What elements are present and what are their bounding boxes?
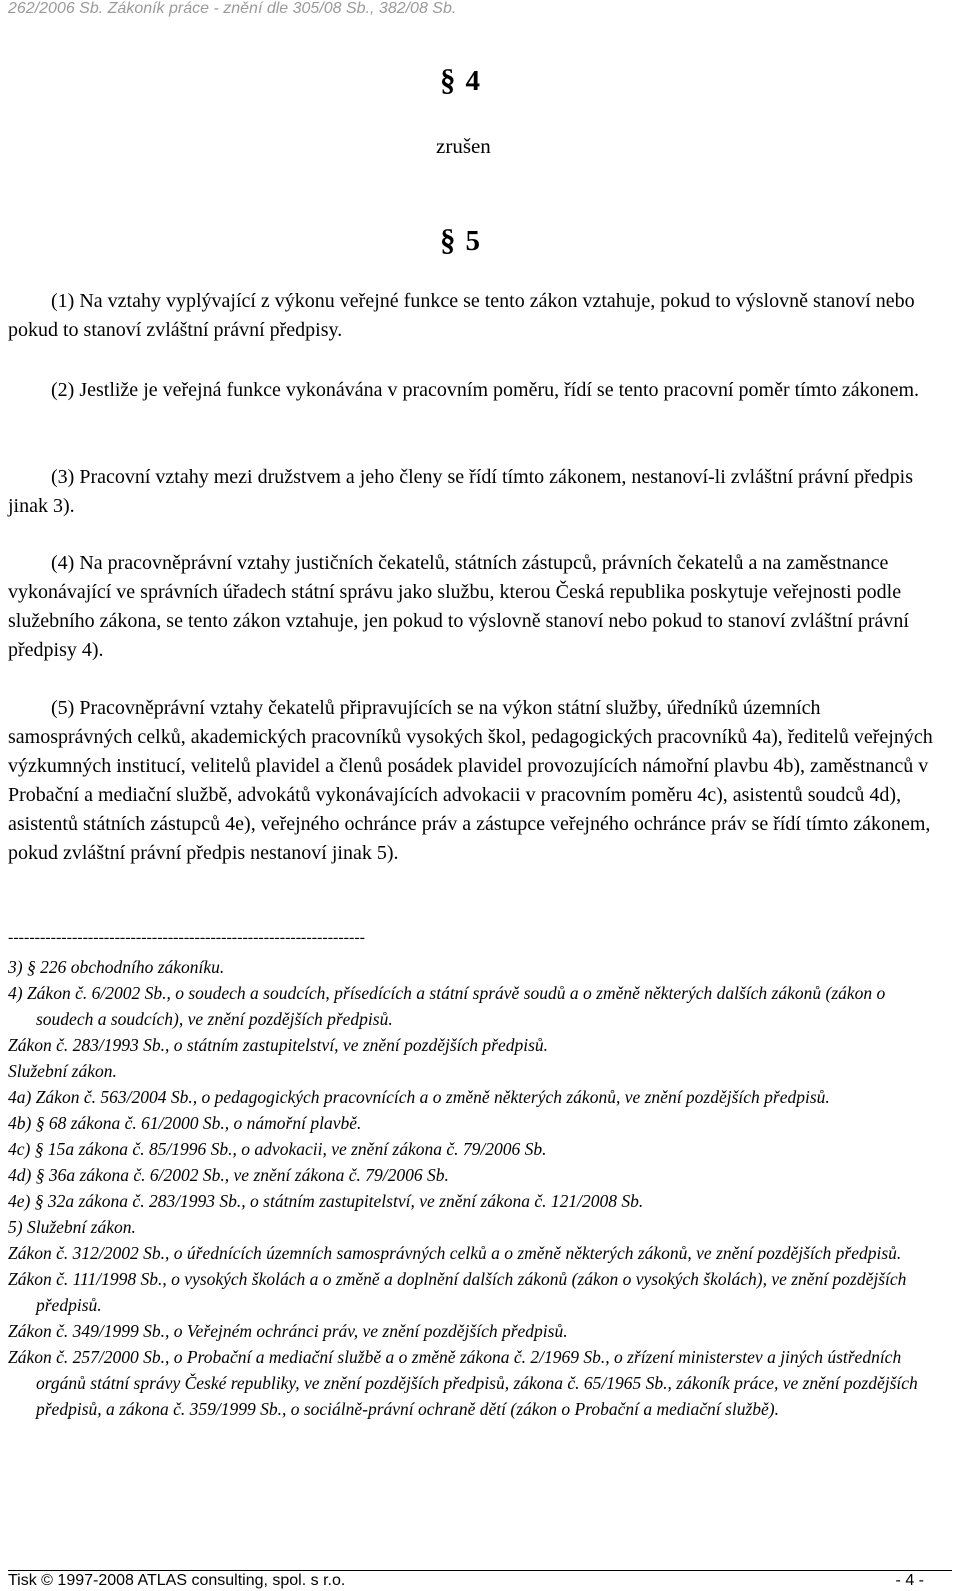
section-number: 4 [465,65,480,97]
paragraph-3: (3) Pracovní vztahy mezi družstvem a jeho členy se řídí tímto zákonem, nestanoví-li zvláštní právní předpis jinak 3). [8,466,913,517]
footnote-item: 4b) § 68 zákona č. 61/2000 Sb., o námořní plavbě. [8,1113,362,1133]
footnote-item: 3) § 226 obchodního zákoníku. [8,957,225,977]
footnote-item: Zákon č. 283/1993 Sb., o státním zastupitelství, ve znění pozdějších předpisů. [8,1035,549,1055]
paragraph-1: (1) Na vztahy vyplývající z výkonu veřejné funkce se tento zákon vztahuje, pokud to výslovně stanoví nebo pokud to stanoví zvláštní právní předpisy. [8,290,915,341]
paragraph-5: (5) Pracovněprávní vztahy čekatelů připravujících se na výkon státní služby, úředníků územních samosprávných celků, akademických pracovníků vysokých škol, pedagogických pracovníků 4a), ředitelů veřejných výzkumných institucí, velitelů plavidel a členů posádek plavidel provozujících námořní plavbu 4b), zaměstnanců v Probační a mediační službě, advokátů vykonávajících advokacii v pracovním poměru 4c), asistentů soudců 4d), asistentů státních zástupců 4e), veřejného ochránce práv a zástupce veřejného ochránce práv se řídí tímto zákonem, pokud zvláštní právní předpis nestanoví jinak 5). [8,697,933,864]
footnote-item: 4e) § 32a zákona č. 283/1993 Sb., o státním zastupitelství, ve znění zákona č. 121/2008 Sb. [8,1191,644,1211]
paragraph-4: (4) Na pracovněprávní vztahy justičních čekatelů, státních zástupců, právních čekatelů a na zaměstnance vykonávající ve správních úřadech státní správu jako službu, kterou Česká republika poskytuje veřejnosti podle služebního zákona, se tento zákon vztahuje, jen pokud to výslovně stanoví nebo pokud to stanoví zvláštní právní předpisy 4). [8,552,909,661]
footnote-item: 4c) § 15a zákona č. 85/1996 Sb., o advokacii, ve znění zákona č. 79/2006 Sb. [8,1139,547,1159]
section-symbol: § [440,62,456,97]
footnote-item: 4) Zákon č. 6/2002 Sb., o soudech a soudcích, přísedících a státní správě soudů a o změně některých dalších zákonů (zákon o soudech a soudcích), ve znění pozdějších předpisů. [8,983,886,1029]
footer-copyright: Tisk © 1997-2008 ATLAS consulting, spol. s r.o. [8,1572,346,1589]
footnote-item: Služební zákon. [8,1061,117,1081]
footnote-item: Zákon č. 349/1999 Sb., o Veřejném ochránci práv, ve znění pozdějších předpisů. [8,1321,568,1341]
footnotes [8,954,943,1422]
footnote-item: Zákon č. 257/2000 Sb., o Probační a mediační službě a o změně zákona č. 2/1969 Sb., o zřízení ministerstev a jiných ústředních orgánů státní správy České republiky, ve znění pozdějších předpisů, zákona č. 65/1965 Sb., zákoník práce, ve znění pozdějších předpisů, a zákona č. 359/1999 Sb., o sociálně-právní ochraně dětí (zákon o Probační a mediační službě). [8,1347,918,1419]
section-status: zrušen [436,134,491,158]
footnote-item: Zákon č. 312/2002 Sb., o úřednících územních samosprávných celků a o změně některých zákonů, ve znění pozdějších předpisů. [8,1243,902,1263]
footnote-item: Zákon č. 111/1998 Sb., o vysokých školách a o změně a doplnění dalších zákonů (zákon o vysokých školách), ve znění pozdějších předpisů. [8,1269,907,1315]
footnote-separator: ------------------------------------------------------------------- [8,929,365,946]
footnote-item: 5) Služební zákon. [8,1217,136,1237]
section-heading-5 [440,222,480,258]
page-header: 262/2006 Sb. Zákoník práce - znění dle 305/08 Sb., 382/08 Sb. [8,0,457,17]
section-symbol: § [440,222,456,257]
section-number: 5 [465,225,480,257]
footnote-item: 4d) § 36a zákona č. 6/2002 Sb., ve znění zákona č. 79/2006 Sb. [8,1165,449,1185]
section-heading-4 [440,62,480,98]
paragraph-2: (2) Jestliže je veřejná funkce vykonávána v pracovním poměru, řídí se tento pracovní poměr tímto zákonem. [51,379,920,401]
page-number: - 4 - [895,1572,924,1589]
footer-rule [8,1570,952,1571]
footnote-item: 4a) Zákon č. 563/2004 Sb., o pedagogických pracovnících a o změně některých zákonů, ve znění pozdějších předpisů. [8,1087,830,1107]
